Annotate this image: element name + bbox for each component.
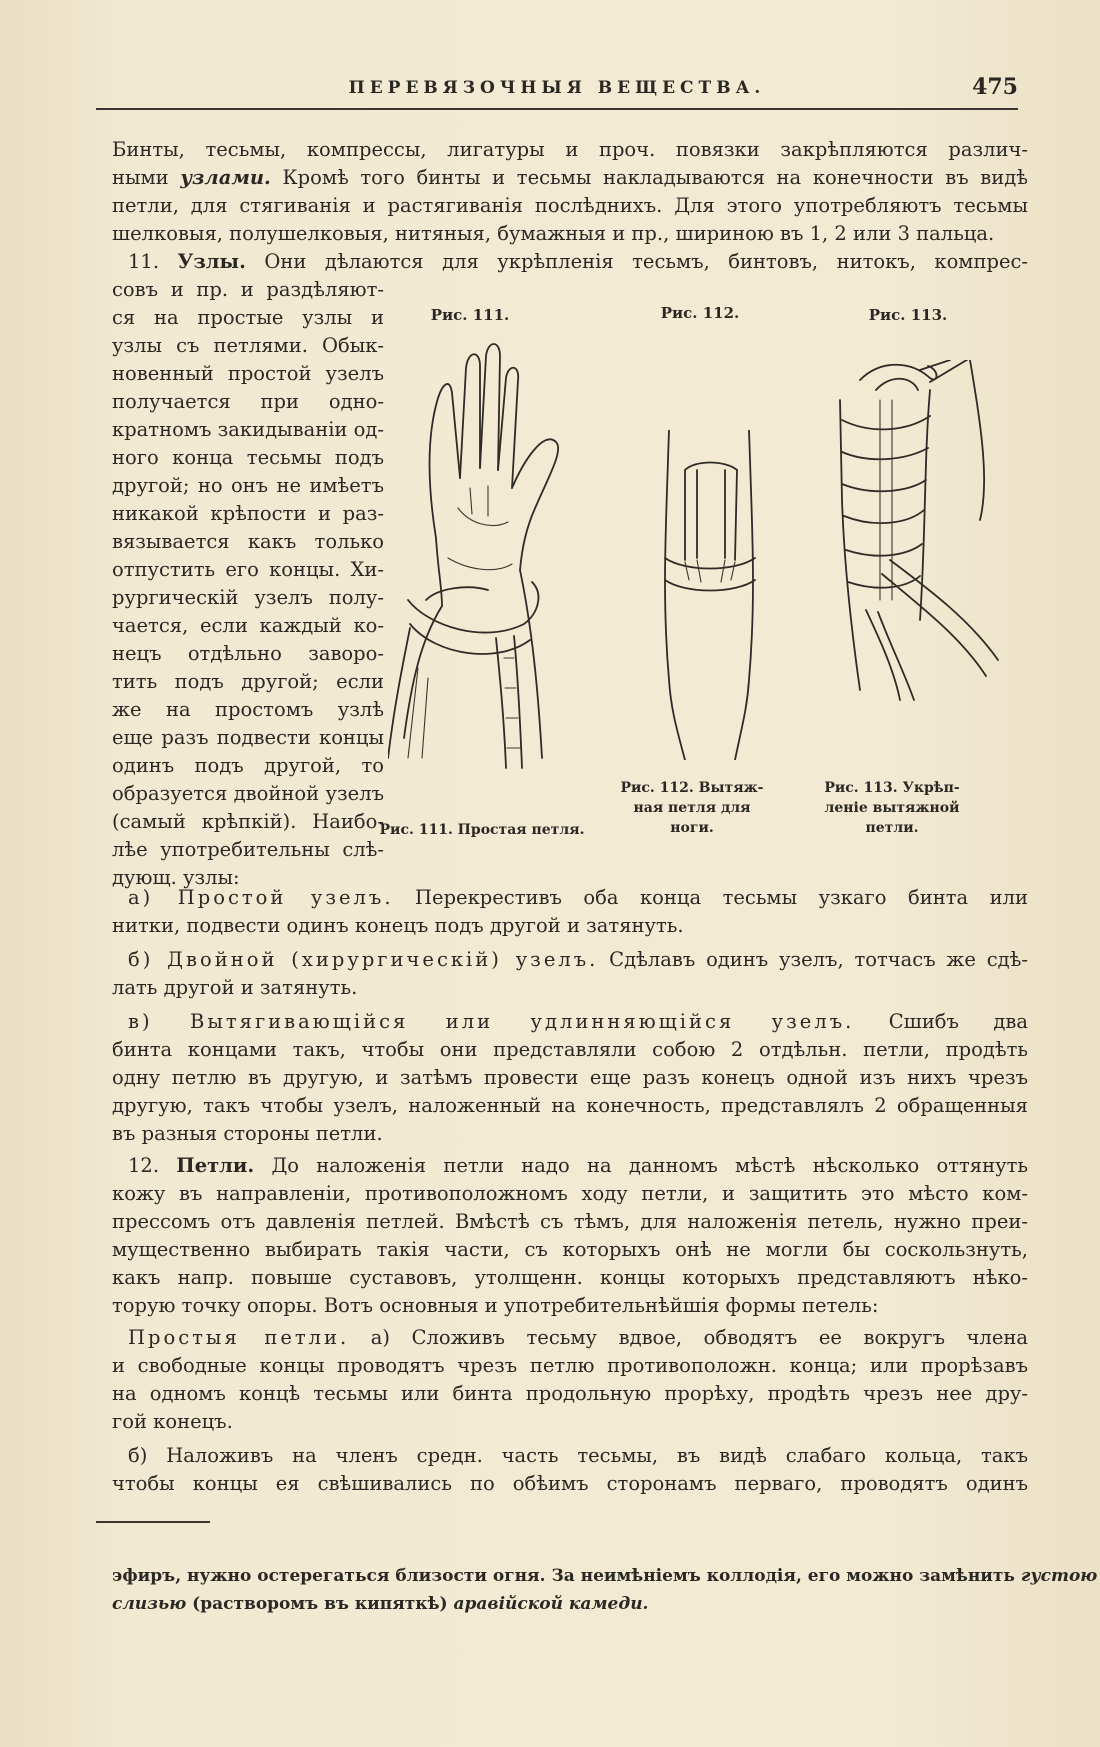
side-text-line: новенный простой узелъ <box>112 362 384 385</box>
figure-112-caption: Рис. 112. Вытяж-ная петля для ноги. <box>620 780 764 836</box>
section-12-first-line: 12. Петли. До наложенія петли надо на данномъ мѣстѣ нѣсколько оттянуть <box>128 1154 1028 1177</box>
side-text-line: кратномъ закидываніи од- <box>112 418 384 441</box>
simple-loops-term: Простыя петли. <box>128 1326 350 1349</box>
figure-112-label: Рис. 112. <box>660 304 740 322</box>
loop-b-line-2: чтобы концы ея свѣшивались по обѣимъ сторонамъ перваго, проводятъ одинъ <box>112 1472 1028 1495</box>
section-12-heading: Петли. <box>176 1154 255 1177</box>
section-11-heading: Узлы. <box>177 250 246 273</box>
side-text-line: (самый крѣпкій). Наибо- <box>112 810 384 833</box>
side-text-line: ся на простые узлы и <box>112 306 384 329</box>
knot-a-line-1: а) Простой узелъ. Перекрестивъ оба конца тесьмы узкаго бинта или <box>128 886 1028 909</box>
knot-b-line-2: лать другой и затянуть. <box>112 976 358 999</box>
running-title: ПЕРЕВЯЗОЧНЫЯ ВЕЩЕСТВА. <box>348 78 766 98</box>
section-11-first-line: 11. Узлы. Они дѣлаются для укрѣпленія тесьмъ, бинтовъ, нитокъ, компрес- <box>128 250 1029 273</box>
side-text-line: нецъ отдѣльно заворо- <box>112 642 384 665</box>
side-text-line: другой; но онъ не имѣетъ <box>112 474 384 497</box>
knot-b-line-1: б) Двойной (хирургическій) узелъ. Сдѣлавъ одинъ узелъ, тотчасъ же сдѣ- <box>128 948 1028 971</box>
side-text-line: узлы съ петлями. Обык- <box>112 334 384 357</box>
side-text-line: же на простомъ узлѣ <box>112 698 384 721</box>
side-text-line: ного конца тесьмы подъ <box>112 446 384 469</box>
side-text-line: отпустить его концы. Хи- <box>112 558 384 581</box>
section-12-line: мущественно выбирать такія части, съ которыхъ онѣ не могли бы соскользнуть, <box>112 1238 1028 1261</box>
knot-c-line-1: в) Вытягивающійся или удлинняющійся узелъ. Сшибъ два <box>128 1010 1028 1033</box>
knot-c-line: бинта концами такъ, чтобы они представляли собою 2 отдѣльн. петли, продѣть <box>112 1038 1028 1061</box>
footnote-line-2: слизью (растворомъ въ кипяткѣ) аравійской камеди. <box>112 1594 649 1614</box>
figure-113-label: Рис. 113. <box>868 306 948 324</box>
side-text-line: лѣе употребительны слѣ- <box>112 838 384 861</box>
knot-c-term: в) Вытягивающійся или удлинняющійся узелъ. <box>128 1010 855 1033</box>
side-text-line: никакой крѣпости и раз- <box>112 502 384 525</box>
simple-loops-line: на одномъ концѣ тесьмы или бинта продольную прорѣху, продѣть чрезъ нее дру- <box>112 1382 1028 1405</box>
knot-c-line: одну петлю въ другую, и затѣмъ провести еще разъ конецъ одной изъ нихъ чрезъ <box>112 1066 1028 1089</box>
loop-b-line-1: б) Наложивъ на членъ средн. часть тесьмы, въ видѣ слабаго кольца, такъ <box>128 1444 1028 1467</box>
intro-line-1: Бинты, тесьмы, компрессы, лигатуры и проч. повязки закрѣпляются различ- <box>112 138 1028 161</box>
side-text-line: образуется двойной узелъ <box>112 782 384 805</box>
footnote-line-1: эфиръ, нужно остерегаться близости огня. За неимѣніемъ коллодія, его можно замѣнить густою <box>112 1566 1098 1586</box>
intro-line-3: петли, для стягиванія и растягиванія послѣднихъ. Для этого употребляютъ тесьмы <box>112 194 1028 217</box>
side-text-line: вязывается какъ только <box>112 530 384 553</box>
side-text-line: дующ. узлы: <box>112 866 240 889</box>
intro-line-4: шелковыя, полушелковыя, нитяныя, бумажныя и пр., шириною въ 1, 2 или 3 пальца. <box>112 222 995 245</box>
figure-111-caption: Рис. 111. Простая петля. <box>379 822 585 838</box>
figure-111-hand-loop <box>388 338 584 780</box>
simple-loops-line: гой конецъ. <box>112 1410 233 1433</box>
section-12-line: торую точку опоры. Вотъ основныя и употребительнѣйшія формы петель: <box>112 1294 879 1317</box>
knot-a-line-2: нитки, подвести одинъ конецъ подъ другой и затянуть. <box>112 914 684 937</box>
section-12-line: какъ напр. повыше суставовъ, утолщенн. концы которыхъ представляютъ нѣко- <box>112 1266 1028 1289</box>
page-number: 475 <box>972 74 1018 100</box>
figure-111-label: Рис. 111. <box>430 306 510 324</box>
running-head <box>96 74 1018 110</box>
knot-a-term: а) Простой узелъ. <box>128 886 394 909</box>
side-text-line: получается при одно- <box>112 390 384 413</box>
knot-c-line: другую, такъ чтобы узелъ, наложенный на конечность, представлялъ 2 обращенныя <box>112 1094 1028 1117</box>
knot-b-term: б) Двойной (хирургическій) узелъ. <box>128 948 599 971</box>
footnote-rule <box>96 1521 210 1523</box>
figure-112-leg-loop <box>655 430 765 760</box>
side-text-line: еще разъ подвести концы <box>112 726 384 749</box>
side-text-line: рургическій узелъ полу- <box>112 586 384 609</box>
section-12-line: прессомъ отъ давленія петлей. Вмѣстѣ съ тѣмъ, для наложенія петель, нужно преи- <box>112 1210 1028 1233</box>
side-text-line: тить подъ другой; если <box>112 670 384 693</box>
intro-line-2: ными узлами. Кромѣ того бинты и тесьмы накладываются на конечности въ видѣ <box>112 166 1029 189</box>
knot-c-line: въ разныя стороны петли. <box>112 1122 383 1145</box>
side-text-line: чается, если каждый ко- <box>112 614 384 637</box>
figure-113-loop-fixation <box>820 360 1010 720</box>
side-text-line: одинъ подъ другой, то <box>112 754 384 777</box>
simple-loops-line-1: Простыя петли. а) Сложивъ тесьму вдвое, обводятъ ее вокругъ члена <box>128 1326 1028 1349</box>
figure-113-caption: Рис. 113. Укрѣп-леніе вытяжной петли. <box>824 780 960 836</box>
simple-loops-line: и свободные концы проводятъ чрезъ петлю противоположн. конца; или прорѣзавъ <box>112 1354 1028 1377</box>
side-text-line: совъ и пр. и раздѣляют- <box>112 278 384 301</box>
section-12-line: кожу въ направленіи, противоположномъ ходу петли, и защитить это мѣсто ком- <box>112 1182 1028 1205</box>
knots-term: узлами. <box>180 166 271 189</box>
